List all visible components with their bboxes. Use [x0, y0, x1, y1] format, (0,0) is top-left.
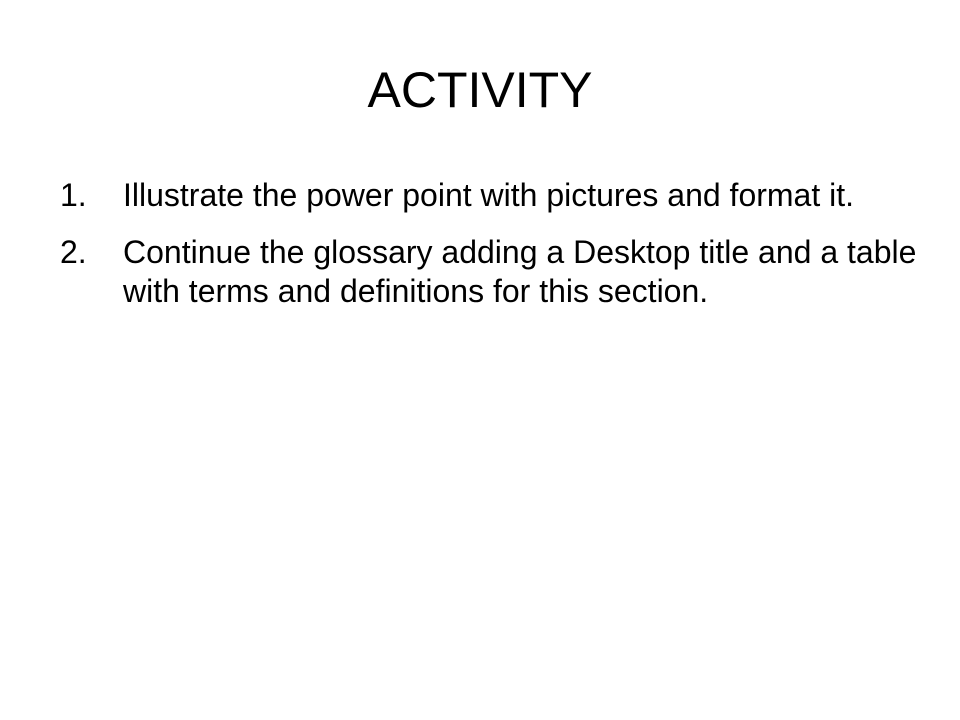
- list-item: [60, 176, 920, 215]
- list-item-text: Continue the glossary adding a Desktop title and a table with terms and definitions for this section.: [123, 234, 917, 309]
- list-item-text: Illustrate the power point with pictures and format it.: [123, 177, 855, 213]
- list-item-number: 2.: [60, 234, 87, 270]
- list-item-number: 1.: [60, 177, 87, 213]
- activity-list: [60, 176, 920, 329]
- list-item: [60, 233, 920, 311]
- slide-title: ACTIVITY: [367, 62, 593, 118]
